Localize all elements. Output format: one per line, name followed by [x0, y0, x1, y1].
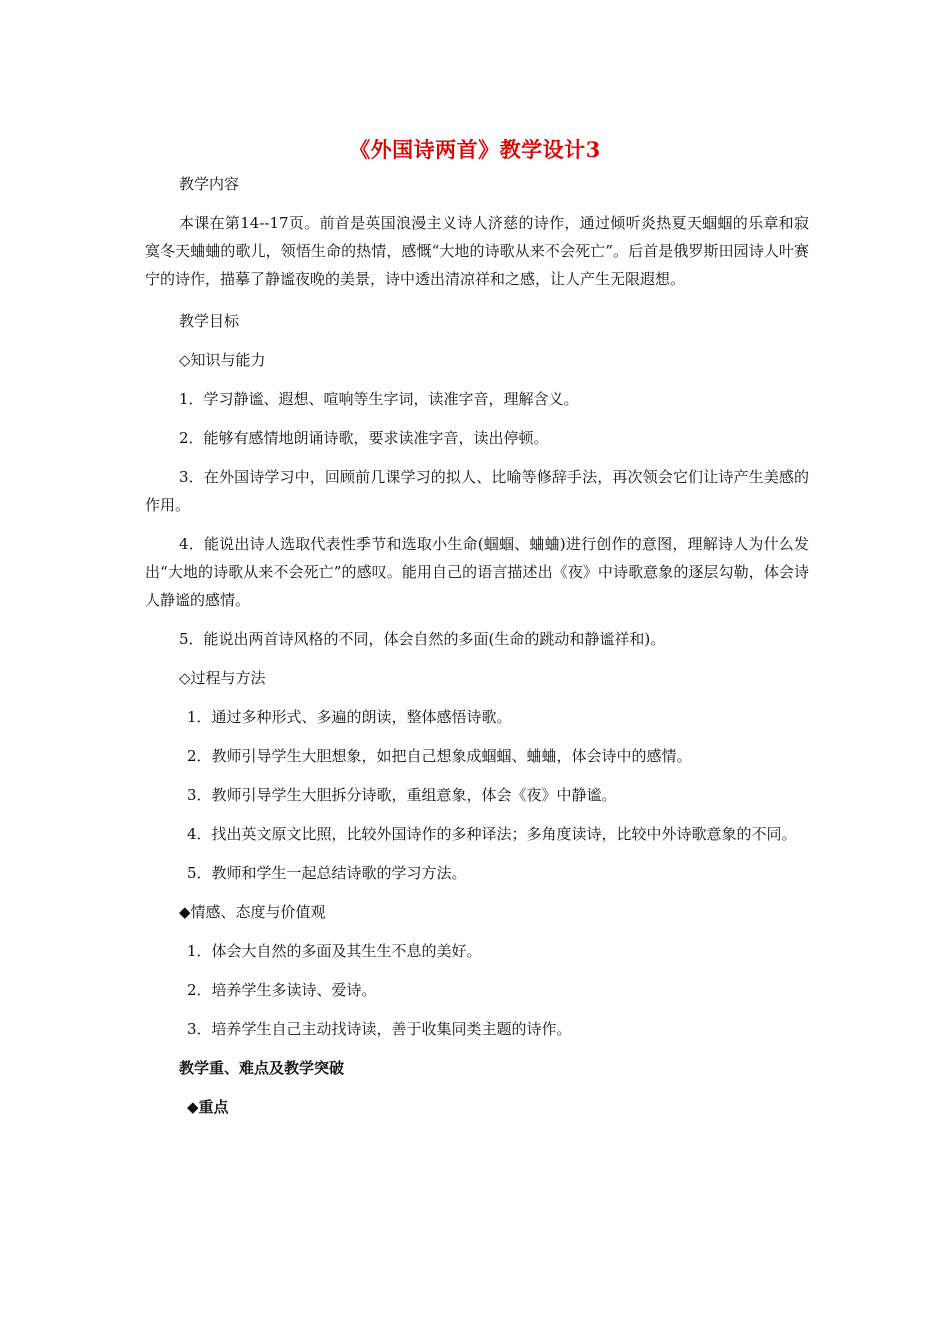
section-heading-objectives: 教学目标 — [179, 312, 240, 330]
subheading-knowledge: ◇知识与能力 — [179, 351, 266, 369]
process-item: 5．教师和学生一起总结诗歌的学习方法。 — [187, 864, 467, 882]
values-item: 3．培养学生自己主动找诗读，善于收集同类主题的诗作。 — [187, 1020, 572, 1038]
objective-item: 4．能说出诗人选取代表性季节和选取小生命(蝈蝈、蛐蛐)进行创作的意图，理解诗人为什么发出“大地的诗歌从来不会死亡”的感叹。能用自己的语言描述出《夜》中诗歌意象的逐层勾勒，体会诗人静谧的感情。 — [145, 535, 809, 609]
process-item: 4．找出英文原文比照，比较外国诗作的多种译法；多角度读诗，比较中外诗歌意象的不同。 — [187, 825, 797, 843]
subheading-key: ◆重点 — [187, 1098, 229, 1116]
content-paragraph: 本课在第14--17页。前首是英国浪漫主义诗人济慈的诗作，通过倾听炎热夏天蝈蝈的乐章和寂寞冬天蛐蛐的歌儿，领悟生命的热情，感慨“大地的诗歌从来不会死亡”。后首是俄罗斯田园诗人叶赛宁的诗作，描摹了静谧夜晚的美景，诗中透出清凉祥和之感，让人产生无限遐想。 — [145, 214, 809, 288]
subheading-process: ◇过程与方法 — [179, 669, 266, 687]
values-item: 2．培养学生多读诗、爱诗。 — [187, 981, 377, 999]
objective-item: 2．能够有感情地朗诵诗歌，要求读准字音，读出停顿。 — [179, 429, 549, 447]
process-item: 1．通过多种形式、多遍的朗读，整体感悟诗歌。 — [187, 708, 512, 726]
subheading-values: ◆情感、态度与价值观 — [179, 903, 326, 921]
process-item: 3．教师引导学生大胆拆分诗歌，重组意象，体会《夜》中静谧。 — [187, 786, 617, 804]
values-item: 1．体会大自然的多面及其生生不息的美好。 — [187, 942, 482, 960]
section-heading-key-points: 教学重、难点及教学突破 — [179, 1059, 345, 1077]
objective-item: 5．能说出两首诗风格的不同，体会自然的多面(生命的跳动和静谧祥和)。 — [179, 630, 666, 648]
document-title: 《外国诗两首》教学设计3 — [349, 137, 601, 162]
process-item: 2．教师引导学生大胆想象，如把自己想象成蝈蝈、蛐蛐，体会诗中的感情。 — [187, 747, 692, 765]
document-body — [145, 170, 809, 1121]
section-heading-content: 教学内容 — [179, 175, 240, 193]
objective-item: 3．在外国诗学习中，回顾前几课学习的拟人、比喻等修辞手法，再次领会它们让诗产生美感的作用。 — [145, 468, 809, 514]
objective-item: 1．学习静谧、遐想、喧响等生字词，读准字音，理解含义。 — [179, 390, 579, 408]
